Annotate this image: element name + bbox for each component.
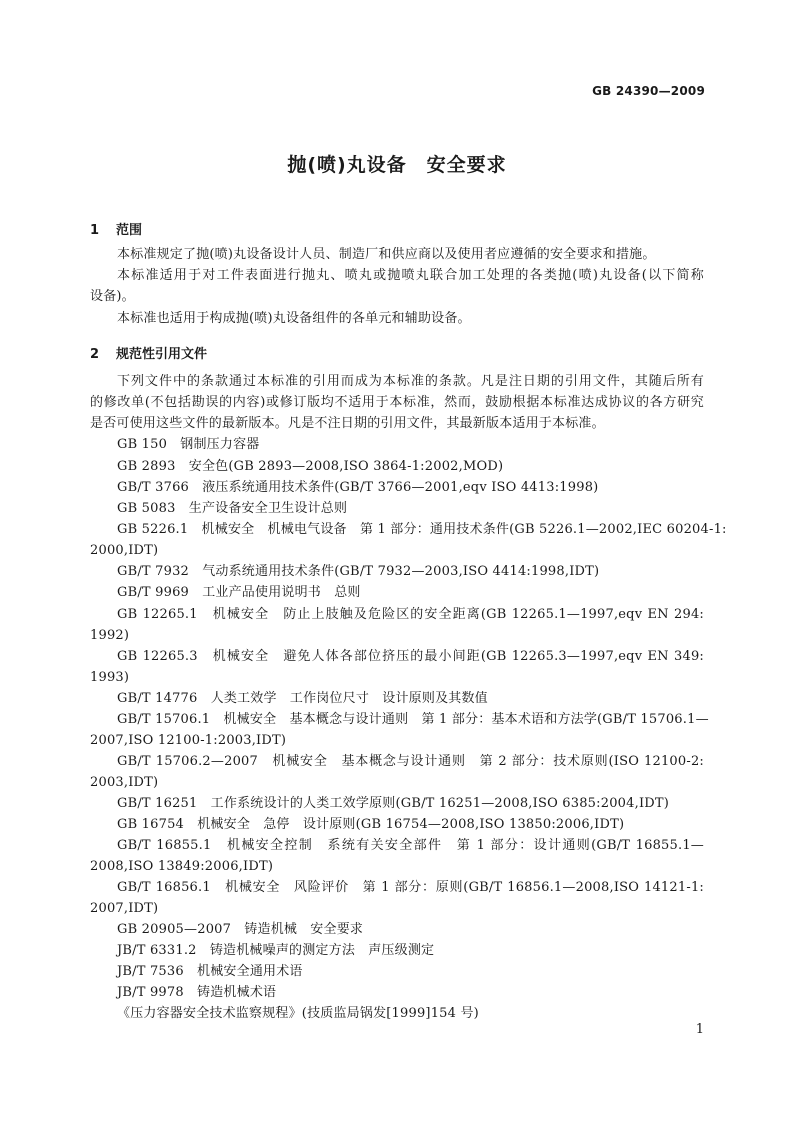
reference-item: JB/T 7536 机械安全通用术语 <box>117 964 303 979</box>
paragraph-line: 是否可使用这些文件的最新版本。凡是不注日期的引用文件，其最新版本适用于本标准。 <box>90 416 605 431</box>
reference-item: GB/T 7932 气动系统通用技术条件(GB/T 7932—2003,ISO 4414:1998,IDT) <box>117 564 600 579</box>
reference-item-cont: 2008,ISO 13849:2006,IDT) <box>90 859 274 874</box>
document-title: 抛(喷)丸设备 安全要求 <box>287 154 507 176</box>
reference-item: GB/T 16855.1 机械安全控制 系统有关安全部件 第 1 部分：设计通则(GB/T 16855.1— <box>117 838 704 853</box>
reference-item: 《压力容器安全技术监察规程》(技质监局锅发[1999]154 号) <box>117 1006 479 1021</box>
section-1-heading <box>90 219 142 238</box>
reference-item-cont: 2007,ISO 12100-1:2003,IDT) <box>90 733 287 748</box>
paragraph: 本标准也适用于构成抛(喷)丸设备组件的各单元和辅助设备。 <box>117 311 471 326</box>
reference-item: GB/T 3766 液压系统通用技术条件(GB/T 3766—2001,eqv ISO 4413:1998) <box>117 480 599 495</box>
paragraph-line: 本标准适用于对工件表面进行抛丸、喷丸或抛喷丸联合加工处理的各类抛(喷)丸设备(以下简称 <box>117 268 704 283</box>
reference-item-cont: 1992) <box>90 628 130 643</box>
reference-item: GB/T 15706.2—2007 机械安全 基本概念与设计通则 第 2 部分：技术原则(ISO 12100-2: <box>117 754 704 769</box>
section-title: 规范性引用文件 <box>116 347 208 362</box>
section-number: 2 <box>90 347 100 362</box>
reference-item: GB/T 14776 人类工效学 工作岗位尺寸 设计原则及其数值 <box>117 691 488 706</box>
reference-item-cont: 1993) <box>90 670 130 685</box>
reference-item: GB 16754 机械安全 急停 设计原则(GB 16754—2008,ISO 13850:2006,IDT) <box>117 817 625 832</box>
reference-item: GB/T 16856.1 机械安全 风险评价 第 1 部分：原则(GB/T 16856.1—2008,ISO 14121-1: <box>117 880 704 895</box>
reference-item: GB 12265.3 机械安全 避免人体各部位挤压的最小间距(GB 12265.3—1997,eqv EN 349: <box>117 649 704 664</box>
reference-item: JB/T 6331.2 铸造机械噪声的测定方法 声压级测定 <box>117 943 435 958</box>
reference-item: GB 20905—2007 铸造机械 安全要求 <box>117 922 364 937</box>
paragraph-line: 设备)。 <box>90 289 135 304</box>
paragraph-line: 下列文件中的条款通过本标准的引用而成为本标准的条款。凡是注日期的引用文件，其随后所有 <box>117 374 704 389</box>
reference-item-cont: 2007,IDT) <box>90 901 159 916</box>
section-number: 1 <box>90 223 100 238</box>
reference-item: GB/T 16251 工作系统设计的人类工效学原则(GB/T 16251—2008,ISO 6385:2004,IDT) <box>117 796 670 811</box>
standard-number: GB 24390—2009 <box>592 84 705 98</box>
section-title: 范围 <box>116 223 143 238</box>
reference-item: JB/T 9978 铸造机械术语 <box>117 985 277 1000</box>
paragraph: 本标准规定了抛(喷)丸设备设计人员、制造厂和供应商以及使用者应遵循的安全要求和措施。 <box>117 247 656 262</box>
reference-item: GB 150 钢制压力容器 <box>117 437 260 452</box>
reference-item: GB 2893 安全色(GB 2893—2008,ISO 3864-1:2002,MOD) <box>117 459 504 474</box>
reference-item: GB/T 9969 工业产品使用说明书 总则 <box>117 585 361 600</box>
reference-item: GB 5226.1 机械安全 机械电气设备 第 1 部分：通用技术条件(GB 5226.1—2002,IEC 60204-1: <box>117 522 727 537</box>
section-2-heading <box>90 343 207 362</box>
reference-item-cont: 2000,IDT) <box>90 543 159 558</box>
paragraph-line: 的修改单(不包括勘误的内容)或修订版均不适用于本标准，然而，鼓励根据本标准达成协议的各方研究 <box>90 395 704 410</box>
reference-item: GB/T 15706.1 机械安全 基本概念与设计通则 第 1 部分：基本术语和方法学(GB/T 15706.1— <box>117 712 709 727</box>
reference-item: GB 12265.1 机械安全 防止上肢触及危险区的安全距离(GB 12265.1—1997,eqv EN 294: <box>117 607 704 622</box>
page-number: 1 <box>695 1022 704 1037</box>
reference-item: GB 5083 生产设备安全卫生设计总则 <box>117 501 348 516</box>
reference-item-cont: 2003,IDT) <box>90 775 159 790</box>
